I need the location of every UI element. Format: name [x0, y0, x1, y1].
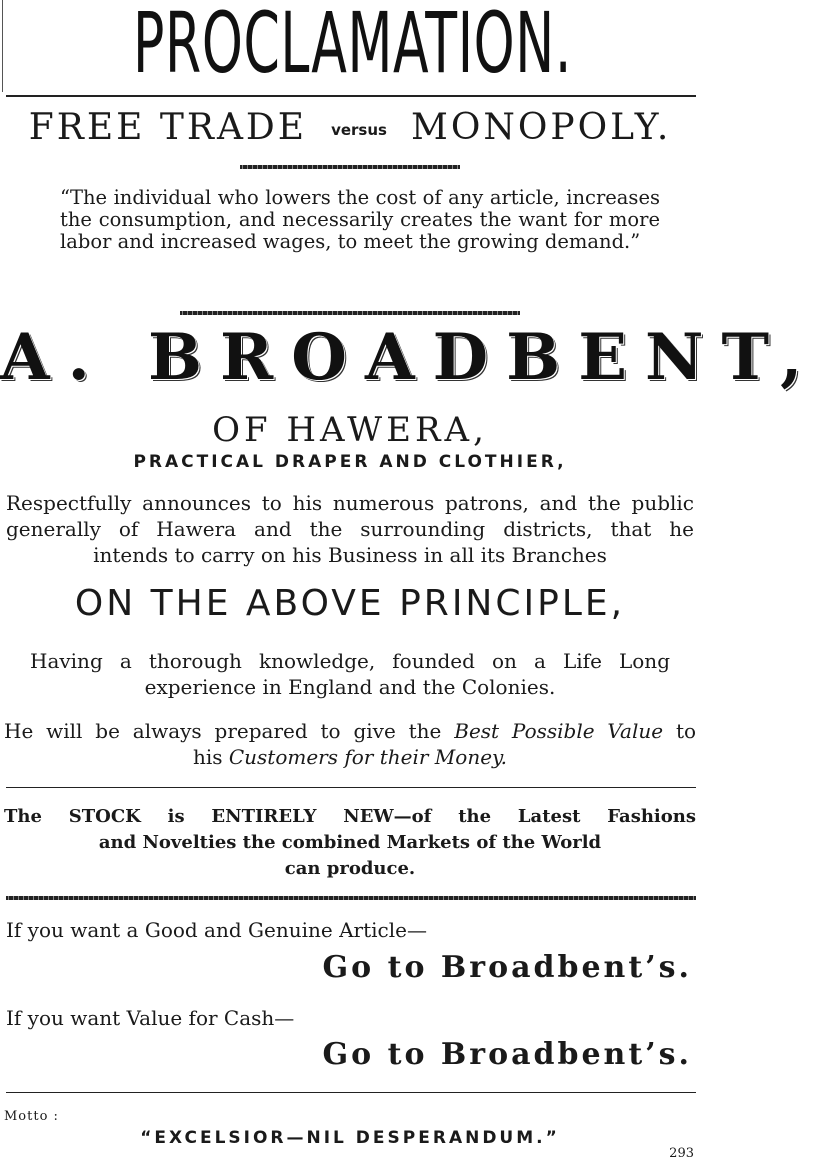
- principle-heading: ON THE ABOVE PRINCIPLE,: [74, 583, 626, 624]
- value-text: his: [192, 745, 223, 769]
- go-to-broadbents: Go to Broadbent’s.: [322, 1037, 692, 1072]
- merchant-name: [0, 320, 820, 395]
- value-text: He will be always prepared to give the: [4, 719, 442, 743]
- stock-line: and Novelties the combined Markets of the World: [98, 832, 602, 853]
- motto-text: “EXCELSIOR—NIL DESPERANDUM.”: [140, 1128, 560, 1148]
- value-statement: [4, 718, 696, 770]
- merchant-surname: BROADBENT,: [147, 320, 820, 395]
- ornamental-divider: [180, 311, 520, 315]
- experience-statement: [30, 648, 670, 700]
- ornamental-divider: [6, 896, 696, 900]
- call-to-action-text: If you want a Good and Genuine Article—: [6, 918, 427, 942]
- stock-notice: [4, 804, 696, 882]
- divider: [6, 1092, 696, 1093]
- value-emphasis: Customers for their Money.: [228, 745, 508, 769]
- divider: [6, 787, 696, 788]
- value-line: [193, 745, 507, 769]
- page-number: 293: [669, 1146, 694, 1161]
- announcement-line: Respectfully announces to his numerous patrons, and the public: [6, 491, 694, 515]
- left-margin-rule: [2, 0, 3, 92]
- motto-label: Motto :: [4, 1109, 59, 1124]
- versus-text: versus: [331, 121, 387, 139]
- call-to-action-text: If you want Value for Cash—: [6, 1006, 295, 1030]
- value-text: to: [675, 719, 697, 743]
- ornamental-divider: [240, 165, 460, 169]
- announcement-line: generally of Hawera and the surrounding districts, that he: [6, 517, 694, 541]
- monopoly-text: MONOPOLY.: [410, 107, 672, 148]
- quotation: “The individual who lowers the cost of any article, increases the consumption, and necessarily creates the want for more labor and increased wages, to meet the growing demand.”: [60, 186, 660, 253]
- page-title: PROCLAMATION.: [133, 0, 573, 92]
- announcement: [6, 490, 694, 568]
- go-to-broadbents: Go to Broadbent’s.: [322, 950, 692, 985]
- experience-line: Having a thorough knowledge, founded on a Life Long: [30, 649, 670, 673]
- free-trade-text: FREE TRADE: [28, 107, 308, 148]
- stock-line: The STOCK is ENTIRELY NEW—of the Latest Fashions: [4, 806, 696, 827]
- merchant-trade: PRACTICAL DRAPER AND CLOTHIER,: [133, 452, 567, 472]
- merchant-initial: A.: [0, 320, 108, 395]
- stock-line: can produce.: [284, 858, 416, 879]
- value-line: [4, 718, 696, 744]
- merchant-location: OF HAWERA,: [212, 410, 488, 450]
- value-emphasis: Best Possible Value: [454, 719, 664, 743]
- free-trade-headline: [0, 107, 700, 148]
- experience-line: experience in England and the Colonies.: [144, 675, 556, 699]
- divider: [6, 95, 696, 97]
- announcement-line: intends to carry on his Business in all its Branches: [93, 543, 607, 567]
